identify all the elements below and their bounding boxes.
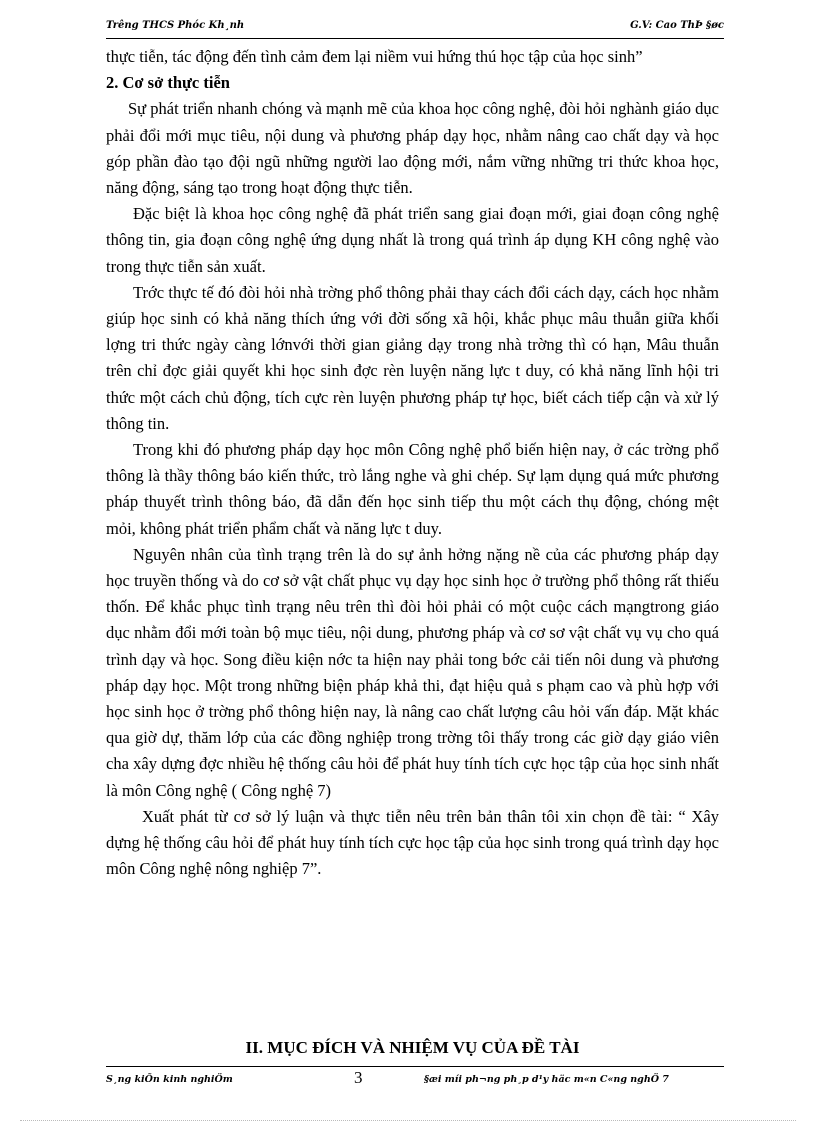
footer-left: S¸ng kiÕn kinh nghiÖm (106, 1074, 233, 1085)
paragraph-4: Trong khi đó phương pháp dạy học môn Công nghệ phổ biến hiện nay, ở các trờng phổ thông là thầy thông báo kiến thức, trò lắng nghe và ghi chép. Sự lạm dụng quá mức phương pháp thuyết trình thông báo, đã dẫn đến học sinh tiếp thu một cách thụ động, chóng mệt mỏi, không phát triển phẩm chất và năng lực t duy. (106, 440, 719, 538)
footer-right: §æi míi ph¬ng ph¸p d¹y häc m«n C«ng nghÖ 7 (424, 1074, 669, 1085)
paragraph-3: Trớc thực tế đó đòi hỏi nhà trờng phổ thông phải thay cách đổi cách dạy, cách học nhằm giúp học sinh có khả năng thích ứng với đời sống xã hội, khắc phục mâu thuẫn giữa khối lợng tri thức ngày càng lớnvới thời gian giảng dạy trong nhà trờng thì có hạn, Mâu thuẫn trên chỉ đợc giải quyết khi học sinh đợc rèn luyện năng lực t duy, có khả năng lĩnh hội tri thức một cách chủ động, tích cực rèn luyện phương pháp tự học, biết cách tiếp cận và xử lý thông tin. (106, 282, 719, 433)
paragraph-2: Đặc biệt là khoa học công nghệ đã phát triển sang giai đoạn mới, giai đoạn công nghệ thông tin, gia đoạn công nghệ ứng dụng nhất là trong quá trình áp dụng KH công nghệ vào trong thực tiễn sản xuất. (106, 204, 719, 276)
document-body (106, 44, 719, 883)
page-header (106, 20, 724, 36)
subsection-heading: 2. Cơ sở thực tiễn (106, 73, 230, 93)
footer-rule (106, 1066, 724, 1067)
paragraph-6: Xuất phát từ cơ sở lý luận và thực tiễn nêu trên bản thân tôi xin chọn đề tài: “ Xây dựng hệ thống câu hỏi để phát huy tính tích cực học tập của học sinh trong quá trình dạy học môn Công nghệ nông nghiệp 7”. (106, 806, 719, 879)
header-rule (106, 38, 724, 39)
page-break-line (20, 1120, 796, 1121)
paragraph-5: Nguyên nhân của tình trạng trên là do sự ảnh hởng nặng nề của các phương pháp dạy học truyền thống và do cơ sở vật chất phục vụ dạy học sinh học ở trường phổ thông rất thiếu thốn. Để khắc phục tình trạng nêu trên thì đòi hỏi phải có một cuộc cách mạngtrong giáo dục nhằm đổi mới toàn bộ mục tiêu, nội dung, phương pháp và cơ sơ vật chất vụ vụ cho quá trình dạy và học. Song điều kiện nớc ta hiện nay phải tong bớc cải tiến nôi dung và phương pháp dạy học. Một trong những biện pháp khả thi, đạt hiệu quả s phạm cao và phù hợp với học sinh học ở trờng phổ thông hiện nay, là nâng cao chất lượng câu hỏi vấn đáp. Mặt khác qua giờ dự, thăm lớp của các đồng nghiệp trong trờng tôi thấy trong các giờ dạy giáo viên cha xây dựng đợc nhiều hệ thống câu hỏi để phát huy tính tích cực học tập của học sinh nhất là môn Công nghệ ( Công nghệ 7) (106, 544, 719, 800)
paragraph-1: Sự phát triển nhanh chóng và mạnh mẽ của khoa học công nghệ, đòi hỏi nghành giáo dục phải đổi mới mục tiêu, nội dung và phương pháp dạy học, nhằm nâng cao chất dạy và học góp phần đào tạo đội ngũ những người lao động mới, nắm vững những tri thức khoa học, năng động, sáng tạo trong hoạt động thực tiễn. (106, 99, 719, 198)
page-footer (106, 1068, 724, 1092)
header-teacher: G.V: Cao ThÞ §øc (630, 20, 724, 31)
header-school: Trêng THCS Phóc Kh¸nh (106, 20, 245, 31)
page-number: 3 (354, 1068, 363, 1087)
section-title: II. MỤC ĐÍCH VÀ NHIỆM VỤ CỦA ĐỀ TÀI (245, 1038, 580, 1057)
paragraph-continuation: thực tiễn, tác động đến tình cảm đem lại niềm vui hứng thú học tập của học sinh” (106, 47, 643, 66)
